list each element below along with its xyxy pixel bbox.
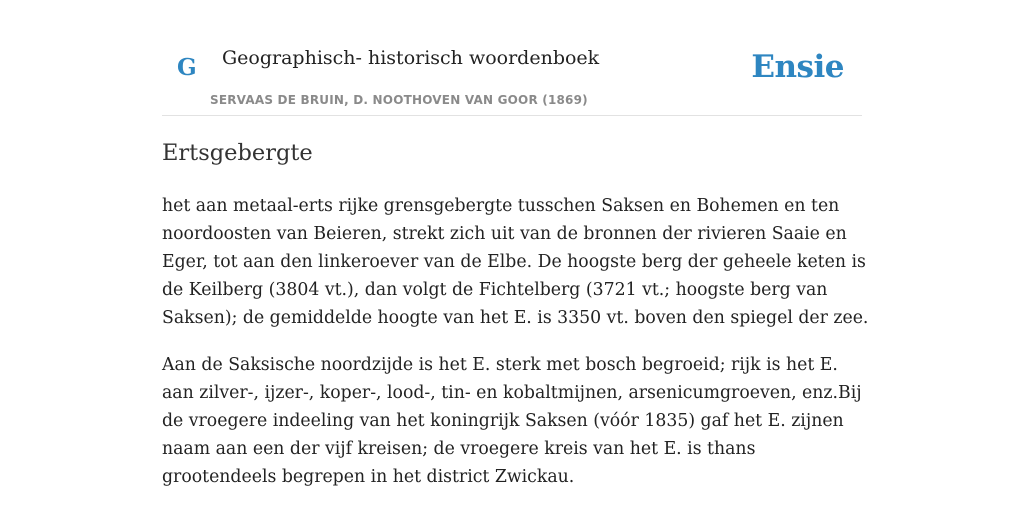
- book-author: SERVAAS DE BRUIN, D. NOOTHOVEN VAN GOOR (1869): [210, 93, 588, 107]
- entry-title: Ertsgebergte: [162, 140, 313, 166]
- book-logo-icon[interactable]: G: [177, 54, 197, 81]
- brand-logo[interactable]: Ensie: [751, 49, 844, 85]
- page: [162, 0, 869, 512]
- entry-paragraph-2: Aan de Saksische noordzijde is het E. sterk met bosch begroeid; rijk is het E. aan zilver-, ijzer-, koper-, lood-, tin- en kobaltmijnen, arsenicumgroeven, enz.Bij de vroegere indeeling van het koningrijk Saksen (vóór 1835) gaf het E. zijnen naam aan een der vijf kreisen; de vroegere kreis van het E. is thans grootendeels begrepen in het district Zwickau.: [162, 355, 862, 487]
- header: [162, 0, 862, 116]
- book-title[interactable]: Geographisch- historisch woordenboek: [222, 47, 600, 69]
- entry-paragraph-1: het aan metaal-erts rijke grensgebergte tusschen Saksen en Bohemen en ten noordoosten van Beieren, strekt zich uit van de bronnen der rivieren Saaie en Eger, tot aan den linkeroever van de Elbe. De hoogste berg der geheele keten is de Keilberg (3804 vt.), dan volgt de Fichtelberg (3721 vt.; hoogste berg van Saksen); de gemiddelde hoogte van het E. is 3350 vt. boven den spiegel der zee.: [162, 196, 869, 328]
- entry-body: [162, 192, 872, 510]
